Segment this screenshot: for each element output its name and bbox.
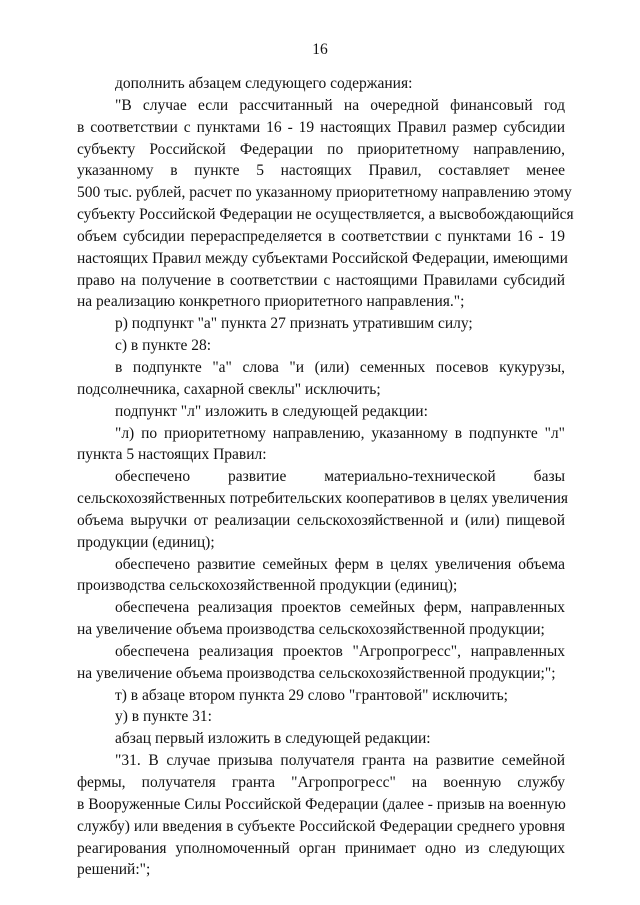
text-line: "31. В случае призыва получателя гранта на развитие семейной: [115, 752, 565, 770]
text-line: подсолнечника, сахарной свеклы" исключить;: [77, 380, 381, 398]
text-line: на реализацию конкретного приоритетного направления.";: [77, 293, 465, 311]
text-line: реагирования уполномоченный орган принимает одно из следующих: [77, 839, 565, 857]
page-number: 16: [312, 41, 328, 58]
text-line: обеспечено развитие семейных ферм в целях увеличения объема: [115, 555, 565, 573]
text-line: сельскохозяйственных потребительских кооперативов в целях увеличения: [77, 490, 568, 508]
text-line: в соответствии с пунктами 16 - 19 настоящих Правил размер субсидии: [77, 118, 565, 136]
text-line: субъекту Российской Федерации по приоритетному направлению,: [77, 140, 565, 158]
text-line: решений:";: [77, 861, 151, 879]
text-line: обеспечена реализация проектов семейных ферм, направленных: [115, 599, 565, 617]
document-body: [77, 73, 574, 881]
text-line: службу) или введения в субъекте Российской Федерации среднего уровня: [77, 817, 565, 835]
text-line: производства сельскохозяйственной продукции (единиц);: [77, 577, 458, 595]
text-line: дополнить абзацем следующего содержания:: [115, 75, 413, 92]
text-line: подпункт "л" изложить в следующей редакции:: [115, 402, 428, 420]
text-line: р) подпункт "а" пункта 27 признать утратившим силу;: [115, 315, 473, 333]
text-line: объем субсидии перераспределяется в соответствии с пунктами 16 - 19: [77, 227, 565, 245]
text-line: обеспечено развитие материально-технической базы: [115, 468, 565, 486]
text-line: фермы, получателя гранта "Агропрогресс" на военную службу: [77, 774, 565, 791]
text-line: указанному в пункте 5 настоящих Правил, составляет менее: [77, 162, 565, 180]
text-line: право на получение в соответствии с настоящими Правилами субсидий: [77, 271, 565, 289]
text-line: т) в абзаце втором пункта 29 слово "грантовой" исключить;: [115, 686, 508, 704]
text-line: пункта 5 настоящих Правил:: [77, 446, 267, 464]
text-line: на увеличение объема производства сельскохозяйственной продукции;: [77, 621, 545, 639]
text-line: в подпункте "а" слова "и (или) семенных посевов кукурузы,: [115, 358, 565, 376]
text-line: 500 тыс. рублей, расчет по указанному приоритетному направлению этому: [77, 184, 572, 202]
text-line: с) в пункте 28:: [115, 337, 212, 355]
text-line: "В случае если рассчитанный на очередной финансовый год: [115, 96, 565, 114]
text-line: субъекту Российской Федерации не осуществляется, а высвобождающийся: [77, 206, 574, 224]
text-line: в Вооруженные Силы Российской Федерации (далее - призыв на военную: [77, 795, 566, 813]
text-line: на увеличение объема производства сельскохозяйственной продукции;";: [77, 664, 556, 682]
text-line: объема выручки от реализации сельскохозяйственной и (или) пищевой: [77, 511, 565, 529]
text-line: настоящих Правил между субъектами Российской Федерации, имеющими: [77, 249, 568, 267]
text-line: обеспечена реализация проектов "Агропрогресс", направленных: [115, 642, 565, 660]
text-line: абзац первый изложить в следующей редакции:: [115, 730, 431, 748]
text-line: "л) по приоритетному направлению, указанному в подпункте "л": [115, 424, 565, 442]
text-line: продукции (единиц);: [77, 533, 215, 551]
text-line: у) в пункте 31:: [115, 708, 212, 726]
